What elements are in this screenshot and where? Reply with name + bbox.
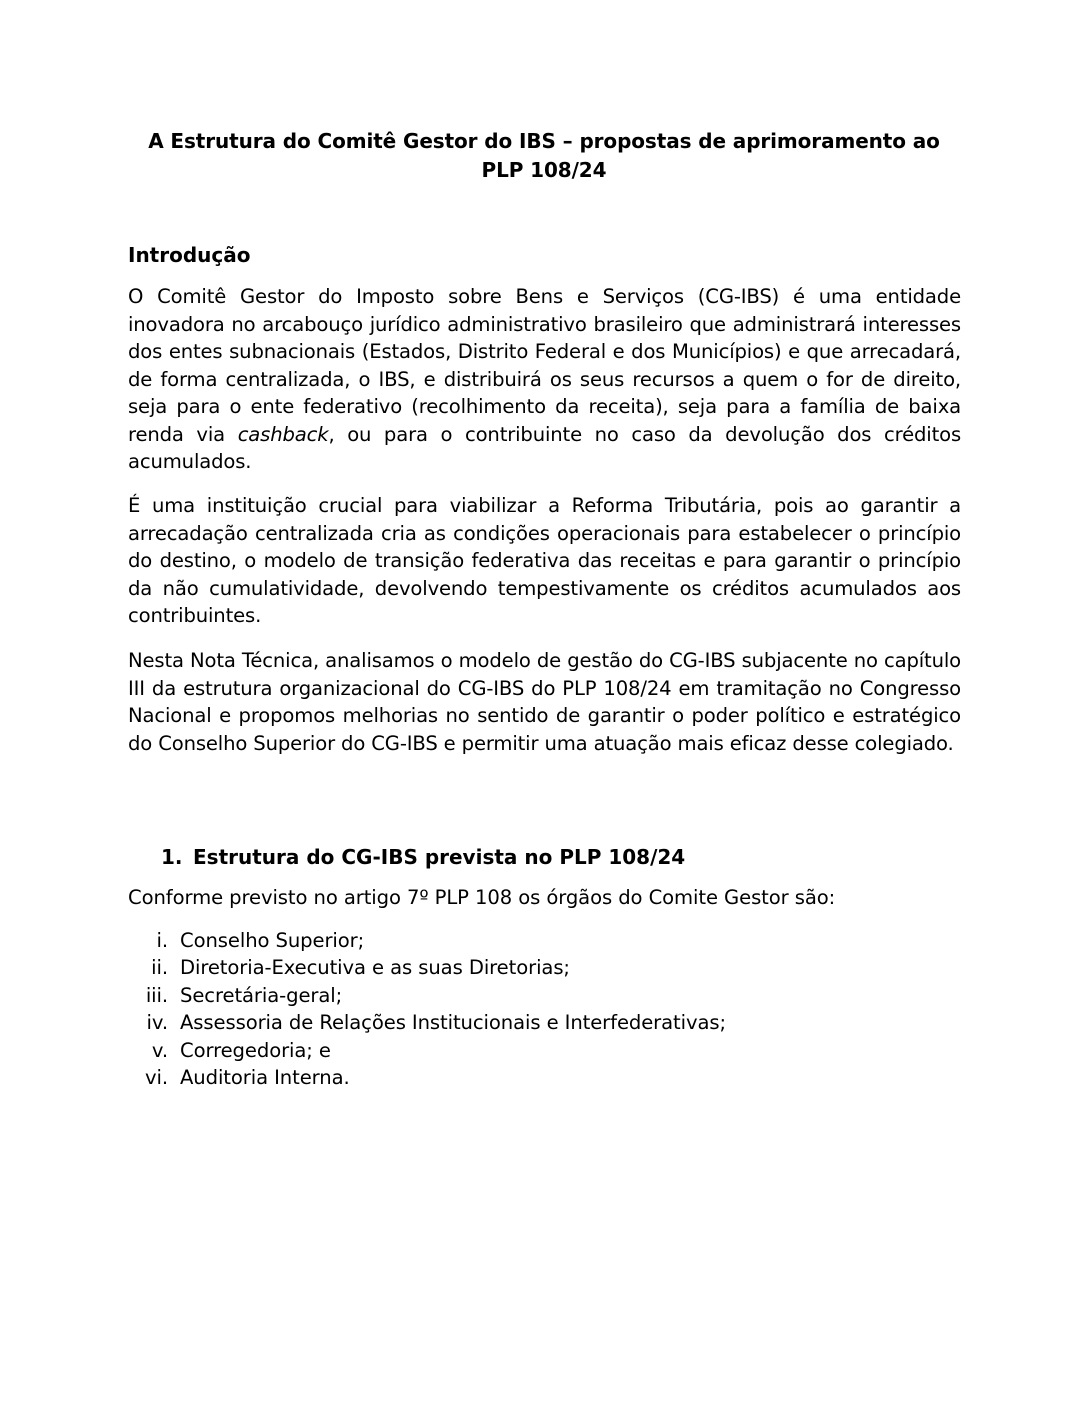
section-1-heading xyxy=(161,843,685,871)
list-item-marker: iii. xyxy=(145,983,168,1007)
section-1-title: Estrutura do CG-IBS prevista no PLP 108/24 xyxy=(193,845,686,869)
intro-paragraph-1-text-end: , ou para o contribuinte no caso da devolução dos créditos acumulados. xyxy=(128,422,962,473)
list-item xyxy=(120,1064,726,1091)
list-item xyxy=(120,954,726,981)
list-item-text: Assessoria de Relações Institucionais e Interfederativas; xyxy=(180,1011,726,1035)
intro-paragraph-3: Nesta Nota Técnica, analisamos o modelo de gestão do CG-IBS subjacente no capítulo III da estrutura organizacional do CG-IBS do PLP 108/24 em tramitação no Congresso Nacional e propomos melhorias no sentido de garantir o poder político e estratégico do Conselho Superior do CG-IBS e permitir uma atuação mais eficaz desse colegiado. xyxy=(128,649,961,755)
list-item-text: Auditoria Interna. xyxy=(180,1065,350,1089)
intro-paragraph-2: É uma instituição crucial para viabilizar a Reforma Tributária, pois ao garantir a arrecadação centralizada cria as condições operacionais para estabelecer o princípio do destino, o modelo de transição federativa das receitas e para garantir o princípio da não cumulatividade, devolvendo tempestivamente os créditos acumulados aos contribuintes. xyxy=(128,494,961,627)
intro-paragraph-1 xyxy=(128,283,961,476)
cashback-emphasis: cashback xyxy=(237,422,329,446)
list-item-marker: i. xyxy=(156,929,168,952)
list-item-marker: vi. xyxy=(145,1065,168,1089)
document-title: A Estrutura do Comitê Gestor do IBS – propostas de aprimoramento ao PLP 108/24 xyxy=(148,129,940,182)
list-item-marker: v. xyxy=(151,1038,168,1062)
list-item-text: Secretária-geral; xyxy=(180,983,343,1007)
organs-list xyxy=(120,927,726,1091)
list-item xyxy=(120,1037,726,1064)
intro-paragraph-1-text: O Comitê Gestor do Imposto sobre Bens e Serviços (CG-IBS) é uma entidade inovadora no arcabouço jurídico administrativo brasileiro que administrará interesses dos entes subnacionais (Estados, Distrito Federal e dos Municípios) e que arrecadará, de forma centralizada, o IBS, e distribuirá os seus recursos a quem o for de direito, seja para o ente federativo (recolhimento da receita), seja para a família de baixa renda via xyxy=(128,285,961,446)
list-item-text: Corregedoria; e xyxy=(180,1038,331,1062)
introduction-heading: Introdução xyxy=(128,243,251,267)
list-item-marker: ii. xyxy=(151,956,168,980)
section-1-intro: Conforme previsto no artigo 7º PLP 108 os órgãos do Comite Gestor são: xyxy=(128,886,836,909)
section-1-number: 1. xyxy=(161,845,183,869)
list-item-text: Diretoria-Executiva e as suas Diretorias; xyxy=(180,956,570,980)
list-item xyxy=(120,927,726,954)
list-item-text: Conselho Superior; xyxy=(180,929,365,952)
list-item-marker: iv. xyxy=(146,1011,168,1035)
list-item xyxy=(120,1009,726,1036)
list-item xyxy=(120,982,726,1009)
